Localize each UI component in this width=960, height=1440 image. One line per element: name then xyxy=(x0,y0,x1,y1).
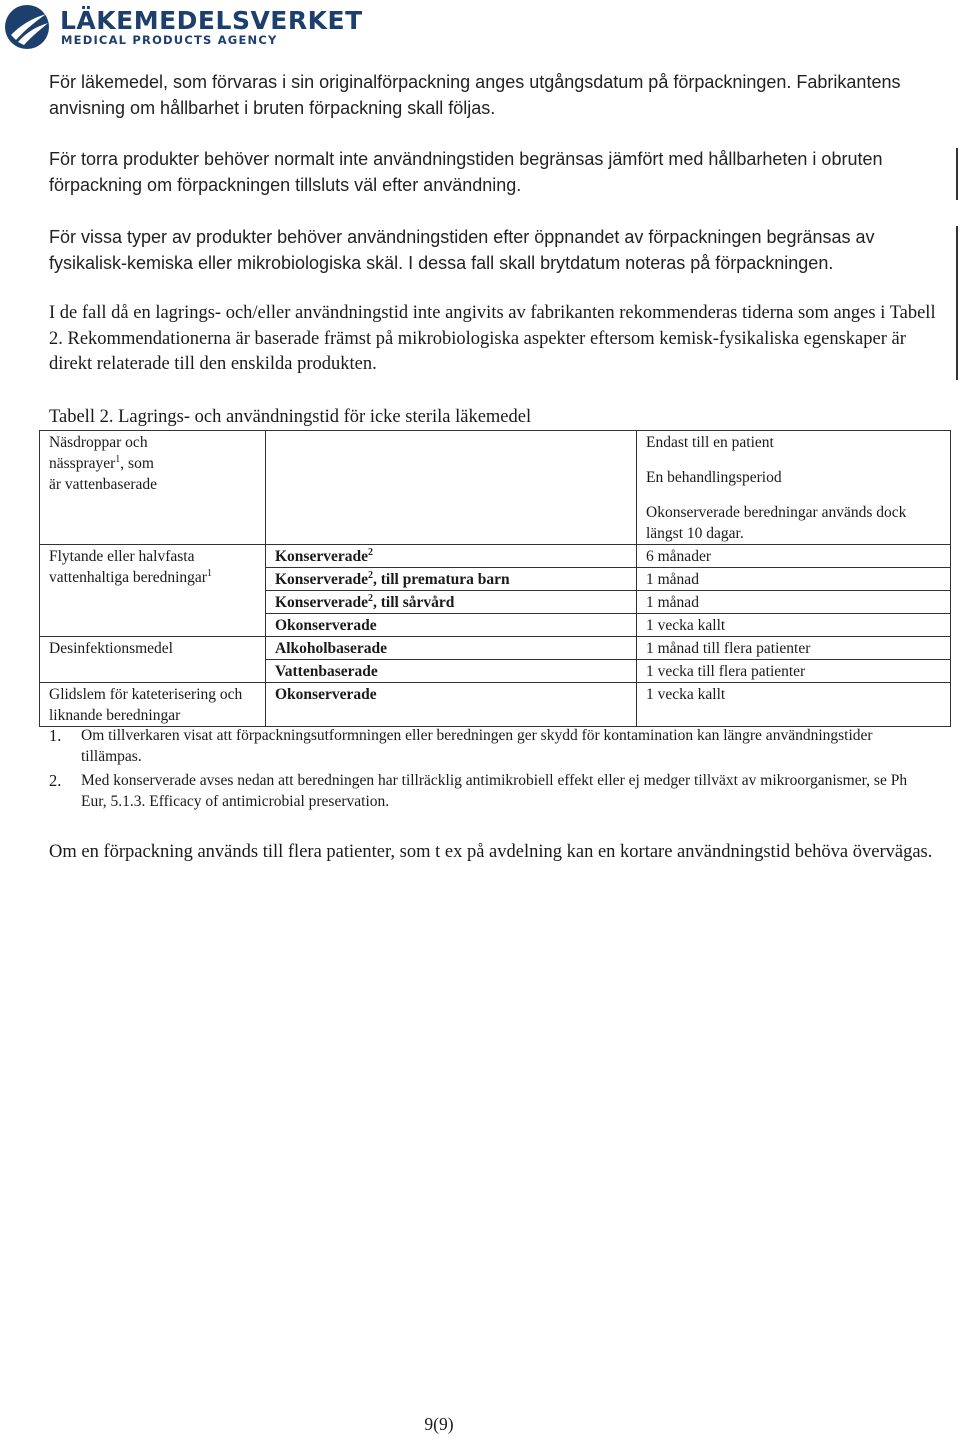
table-cell xyxy=(637,431,951,545)
cell-text: Endast till en patient xyxy=(646,434,774,451)
table-cell: 6 månader xyxy=(637,545,951,568)
table-cell: 1 månad xyxy=(637,568,951,591)
cell-text: , till sårvård xyxy=(372,594,455,611)
table-cell: Okonserverade xyxy=(266,683,637,727)
change-bar xyxy=(956,148,958,200)
storage-time-table xyxy=(39,430,951,727)
table-cell: 1 vecka till flera patienter xyxy=(637,660,951,683)
logo-name: LÄKEMEDELSVERKET xyxy=(60,6,363,35)
cell-text: Flytande eller halvfasta vattenhaltiga beredningar xyxy=(49,548,207,586)
footnote-item xyxy=(49,770,929,812)
table-cell xyxy=(266,431,637,545)
table-row xyxy=(40,637,951,660)
cell-text: , som xyxy=(120,455,154,472)
table-cell: Desinfektionsmedel xyxy=(40,637,266,683)
logo-subtitle: MEDICAL PRODUCTS AGENCY xyxy=(61,33,278,47)
cell-text: En behandlingsperiod xyxy=(646,469,782,486)
table-cell: 1 vecka kallt xyxy=(637,683,951,727)
agency-emblem-icon xyxy=(2,2,54,50)
table-row xyxy=(40,545,951,568)
table-cell xyxy=(266,591,637,614)
paragraph-multiple-patients: Om en förpackning används till flera patienter, som t ex på avdelning kan en kortare användningstid behöva övervägas. xyxy=(49,842,933,862)
cell-text: Näsdroppar och xyxy=(49,434,148,451)
paragraph-recommendations: I de fall då en lagrings- och/eller användningstid inte angivits av fabrikanten rekommenderas tiderna som anges i Tabell 2. Rekommendationerna är baserade främst på mikrobiologiska aspekter eftersom kemisk-fysikaliska egenskaper är direkt relaterade till den enskilda produkten. xyxy=(49,303,936,375)
table-cell xyxy=(266,568,637,591)
footnote-ref: 2 xyxy=(367,592,373,604)
footnote-ref: 1 xyxy=(206,567,212,579)
table-caption: Tabell 2. Lagrings- och användningstid för icke sterila läkemedel xyxy=(49,407,532,427)
cell-text: Konserverade xyxy=(275,548,368,565)
table-cell: 1 vecka kallt xyxy=(637,614,951,637)
table-cell: 1 månad till flera patienter xyxy=(637,637,951,660)
table-cell: Glidslem för kateterisering och liknande beredningar xyxy=(40,683,266,727)
agency-logo xyxy=(2,2,363,50)
table-cell: Alkoholbaserade xyxy=(266,637,637,660)
footnote-ref: 2 xyxy=(367,546,373,558)
cell-text: , till prematura barn xyxy=(372,571,510,588)
paragraph-original-packaging: För läkemedel, som förvaras i sin originalförpackning anges utgångsdatum på förpackningen. Fabrikantens anvisning om hållbarhet i bruten förpackning skall följas. xyxy=(49,72,901,118)
cell-text: Konserverade xyxy=(275,571,368,588)
table-row xyxy=(40,683,951,727)
paragraph-dry-products: För torra produkter behöver normalt inte användningstiden begränsas jämfört med hållbarheten i obruten förpackning om förpackningen tillsluts väl efter användning. xyxy=(49,149,883,195)
footnote-ref: 1 xyxy=(115,453,121,465)
footnote-number: 1. xyxy=(49,726,62,745)
footnote-text: Om tillverkaren visat att förpackningsutformningen eller beredningen ger skydd för kontamination kan längre användningstider tillämpas. xyxy=(81,727,873,765)
page-number: 9(9) xyxy=(424,1414,454,1434)
cell-text: Konserverade xyxy=(275,594,368,611)
table-cell xyxy=(40,431,266,545)
table-footnotes xyxy=(49,725,929,815)
table-cell: 1 månad xyxy=(637,591,951,614)
footnote-item xyxy=(49,725,929,767)
cell-text: är vattenbaserade xyxy=(49,476,158,493)
footnote-text: Med konserverade avses nedan att beredningen har tillräcklig antimikrobiell effekt eller ej medger tillväxt av mikroorganismer, se Ph Eur, 5.1.3. Efficacy of antimicrobial preservation. xyxy=(81,772,908,810)
table-cell xyxy=(40,545,266,637)
paragraph-opening-date: För vissa typer av produkter behöver användningstiden efter öppnandet av förpackningen begränsas av fysikalisk-kemiska eller mikrobiologiska skäl. I dessa fall skall brytdatum noteras på förpackningen. xyxy=(49,227,875,273)
table-cell: Okonserverade xyxy=(266,614,637,637)
footnote-number: 2. xyxy=(49,771,62,790)
cell-text: Okonserverade beredningar används dock längst 10 dagar. xyxy=(646,504,907,542)
footnote-ref: 2 xyxy=(367,569,373,581)
table-cell xyxy=(266,545,637,568)
cell-text: nässprayer xyxy=(49,455,116,472)
table-row xyxy=(40,431,951,545)
change-bar xyxy=(956,226,958,380)
table-cell: Vattenbaserade xyxy=(266,660,637,683)
